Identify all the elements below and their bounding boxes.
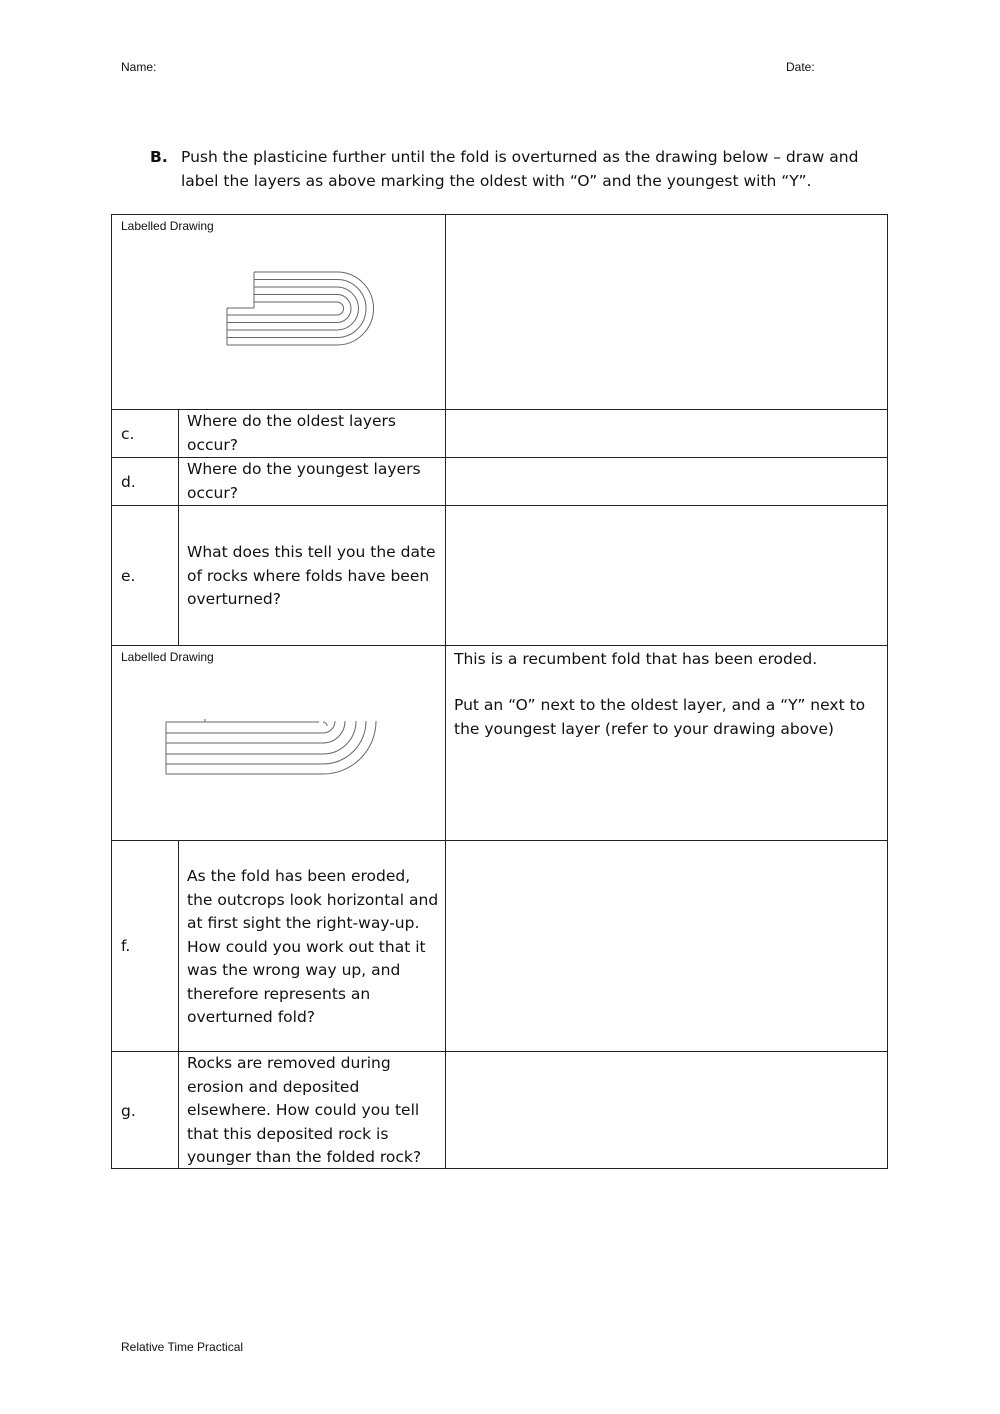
eroded-fold-drawing (112, 646, 446, 841)
worksheet-table (111, 214, 888, 1169)
eroded-note-line2: Put an “O” next to the oldest layer, and a “Y” next to the youngest layer (refer to your drawing above) (454, 696, 866, 738)
question-letter-cell (112, 841, 179, 1052)
question-letter-cell (112, 458, 179, 506)
question-letter-cell (112, 1052, 179, 1168)
question-text: What does this tell you the date of rocks where folds have been overturned? (187, 543, 436, 608)
question-cell (179, 410, 446, 458)
answer-cell-c[interactable] (446, 410, 888, 458)
question-letter-cell (112, 506, 179, 646)
question-text: Where do the oldest layers occur? (187, 412, 397, 454)
name-label: Name: (121, 60, 157, 74)
question-text: As the fold has been eroded, the outcrops look horizontal and at first sight the right-way-up. How could you work out that it was the wrong way up, and therefore represents an overturned fold? (187, 867, 439, 1026)
answer-cell-e[interactable] (446, 506, 888, 646)
answer-cell-drawing-1[interactable] (446, 215, 888, 410)
question-letter: c. (121, 425, 135, 443)
eroded-note-cell (446, 646, 888, 841)
answer-cell-g[interactable] (446, 1052, 888, 1168)
question-letter: d. (121, 473, 136, 491)
question-text: Where do the youngest layers occur? (187, 460, 421, 502)
question-cell (179, 841, 446, 1052)
question-cell (179, 458, 446, 506)
drawing-cell-2 (112, 646, 446, 841)
question-cell (179, 506, 446, 646)
question-letter: e. (121, 567, 136, 585)
drawing-label: Labelled Drawing (121, 219, 214, 233)
overturned-fold-drawing (112, 215, 446, 410)
question-letter-cell (112, 410, 179, 458)
drawing-label: Labelled Drawing (121, 650, 214, 664)
instruction (150, 146, 890, 193)
date-label: Date: (786, 60, 815, 74)
question-text: Rocks are removed during erosion and deposited elsewhere. How could you tell that this deposited rock is younger than the folded rock? (187, 1054, 422, 1166)
instruction-text: Push the plasticine further until the fold is overturned as the drawing below – draw and label the layers as above marking the oldest with “O” and the youngest with “Y”. (181, 148, 859, 190)
question-letter: g. (121, 1102, 136, 1120)
instruction-marker: B. (150, 148, 168, 166)
drawing-cell-1 (112, 215, 446, 410)
question-letter: f. (121, 937, 131, 955)
answer-cell-d[interactable] (446, 458, 888, 506)
eroded-note-line1: This is a recumbent fold that has been eroded. (454, 650, 818, 668)
footer: Relative Time Practical (121, 1340, 244, 1354)
answer-cell-f[interactable] (446, 841, 888, 1052)
question-cell (179, 1052, 446, 1168)
